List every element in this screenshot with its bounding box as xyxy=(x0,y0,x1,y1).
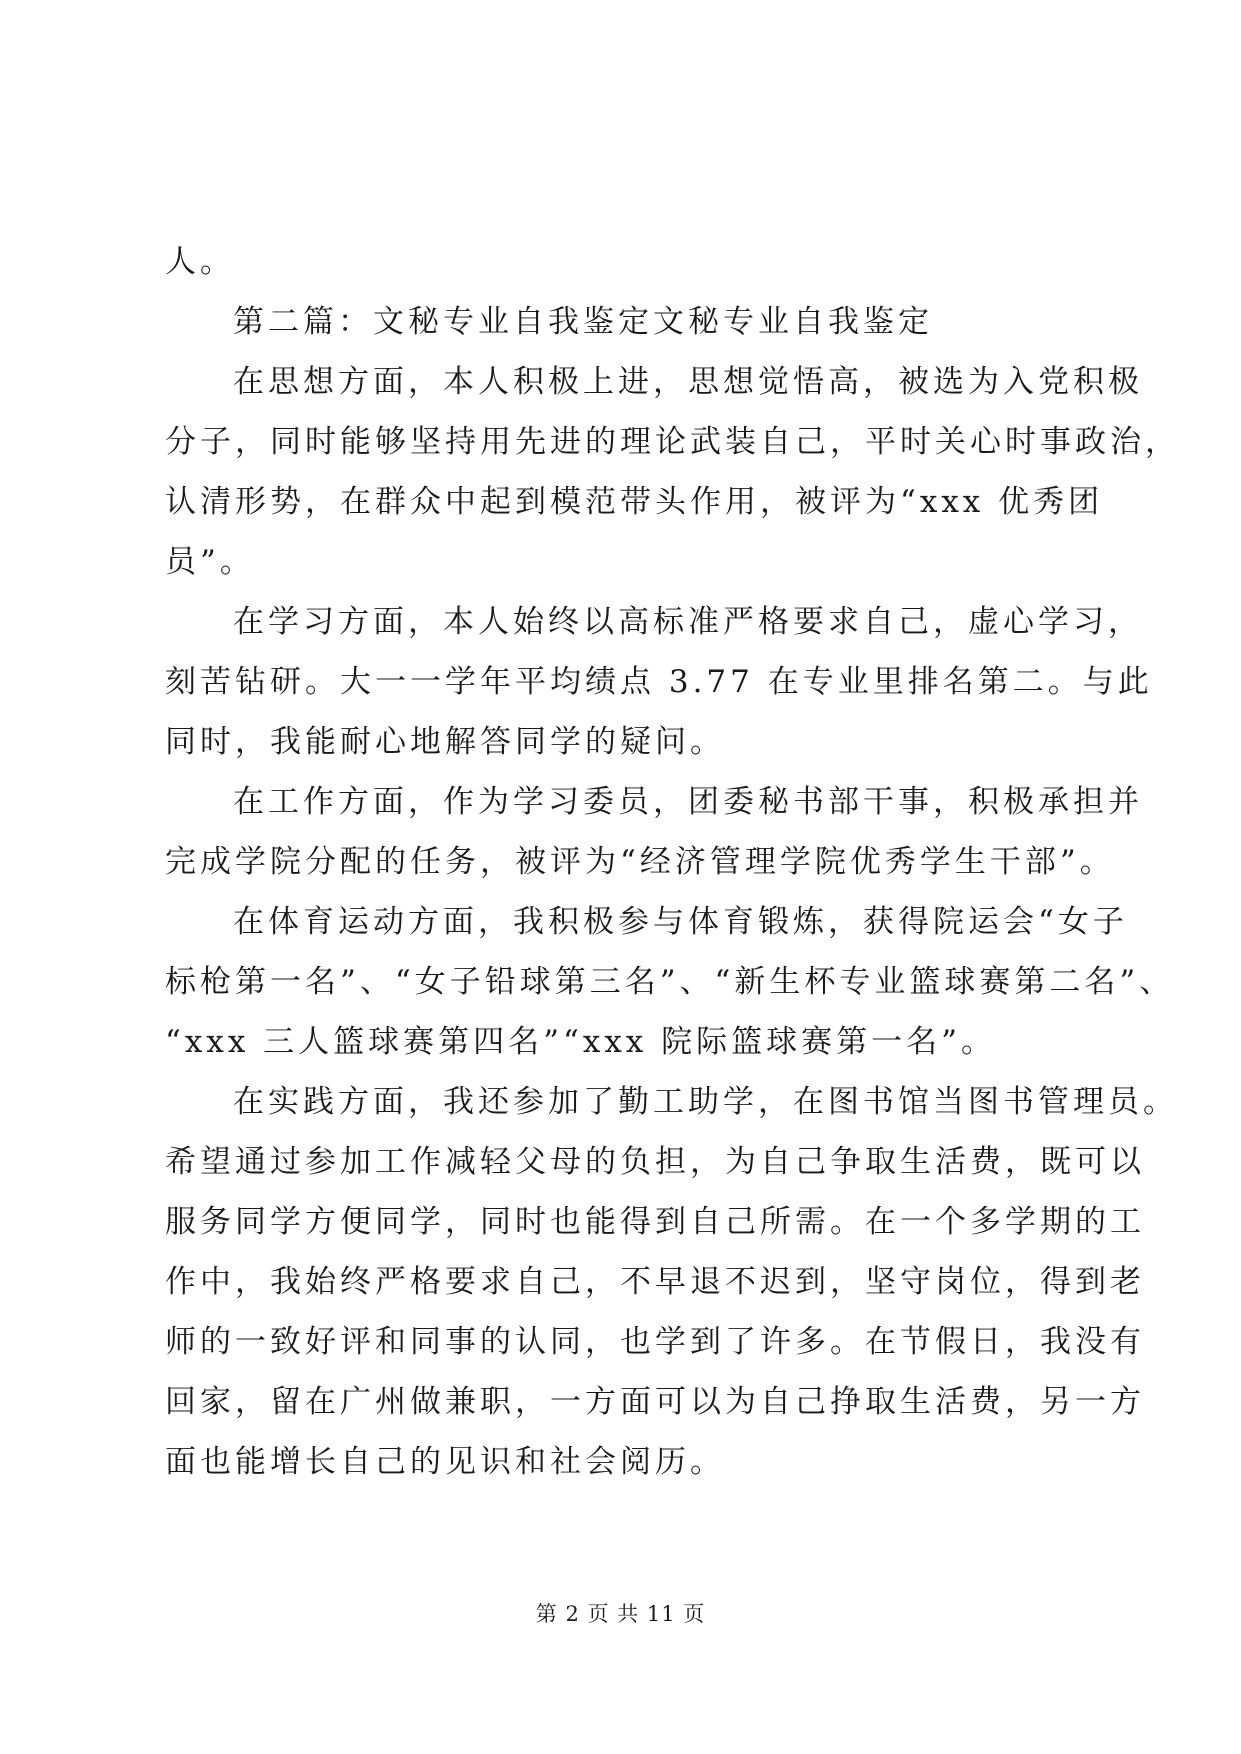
text-line: 分子，同时能够坚持用先进的理论武装自己，平时关心时事政治， xyxy=(165,424,1180,460)
page-footer: 第 2 页 共 11 页 xyxy=(535,1602,706,1626)
text-line: 在体育运动方面，我积极参与体育锻炼，获得院运会“女子 xyxy=(233,904,1128,940)
text-line: 服务同学方便同学，同时也能得到自己所需。在一个多学期的工 xyxy=(165,1204,1145,1240)
text-line: 面也能增长自己的见识和社会阅历。 xyxy=(165,1444,725,1480)
text-line: 刻苦钻研。大一一学年平均绩点 3.77 在专业里排名第二。与此 xyxy=(165,664,1153,700)
text-line: 回家，留在广州做兼职，一方面可以为自己挣取生活费，另一方 xyxy=(165,1384,1145,1420)
text-line: 人。 xyxy=(165,244,235,280)
text-line: 希望通过参加工作减轻父母的负担，为自己争取生活费，既可以 xyxy=(165,1144,1145,1180)
text-line: 员”。 xyxy=(165,544,255,580)
text-line: 在实践方面，我还参加了勤工助学，在图书馆当图书管理员。 xyxy=(233,1084,1178,1120)
text-line: “xxx 三人篮球赛第四名”“xxx 院际篮球赛第一名”。 xyxy=(165,1024,996,1060)
text-line: 认清形势，在群众中起到模范带头作用，被评为“xxx 优秀团 xyxy=(165,484,1104,520)
text-line: 在工作方面，作为学习委员，团委秘书部干事，积极承担并 xyxy=(233,784,1143,820)
text-line: 作中，我始终严格要求自己，不早退不迟到，坚守岗位，得到老 xyxy=(165,1264,1145,1300)
text-line: 完成学院分配的任务，被评为“经济管理学院优秀学生干部”。 xyxy=(165,844,1115,880)
text-line: 在思想方面，本人积极上进，思想觉悟高，被选为入党积极 xyxy=(233,364,1143,400)
text-line: 在学习方面，本人始终以高标准严格要求自己，虚心学习， xyxy=(233,604,1143,640)
text-line: 同时，我能耐心地解答同学的疑问。 xyxy=(165,724,725,760)
text-line: 标枪第一名”、“女子铅球第三名”、“新生杯专业篮球赛第二名”、 xyxy=(165,964,1175,1000)
text-line: 师的一致好评和同事的认同，也学到了许多。在节假日，我没有 xyxy=(165,1324,1145,1360)
document-body xyxy=(165,232,1180,1492)
text-line: 第二篇：文秘专业自我鉴定文秘专业自我鉴定 xyxy=(233,304,933,340)
